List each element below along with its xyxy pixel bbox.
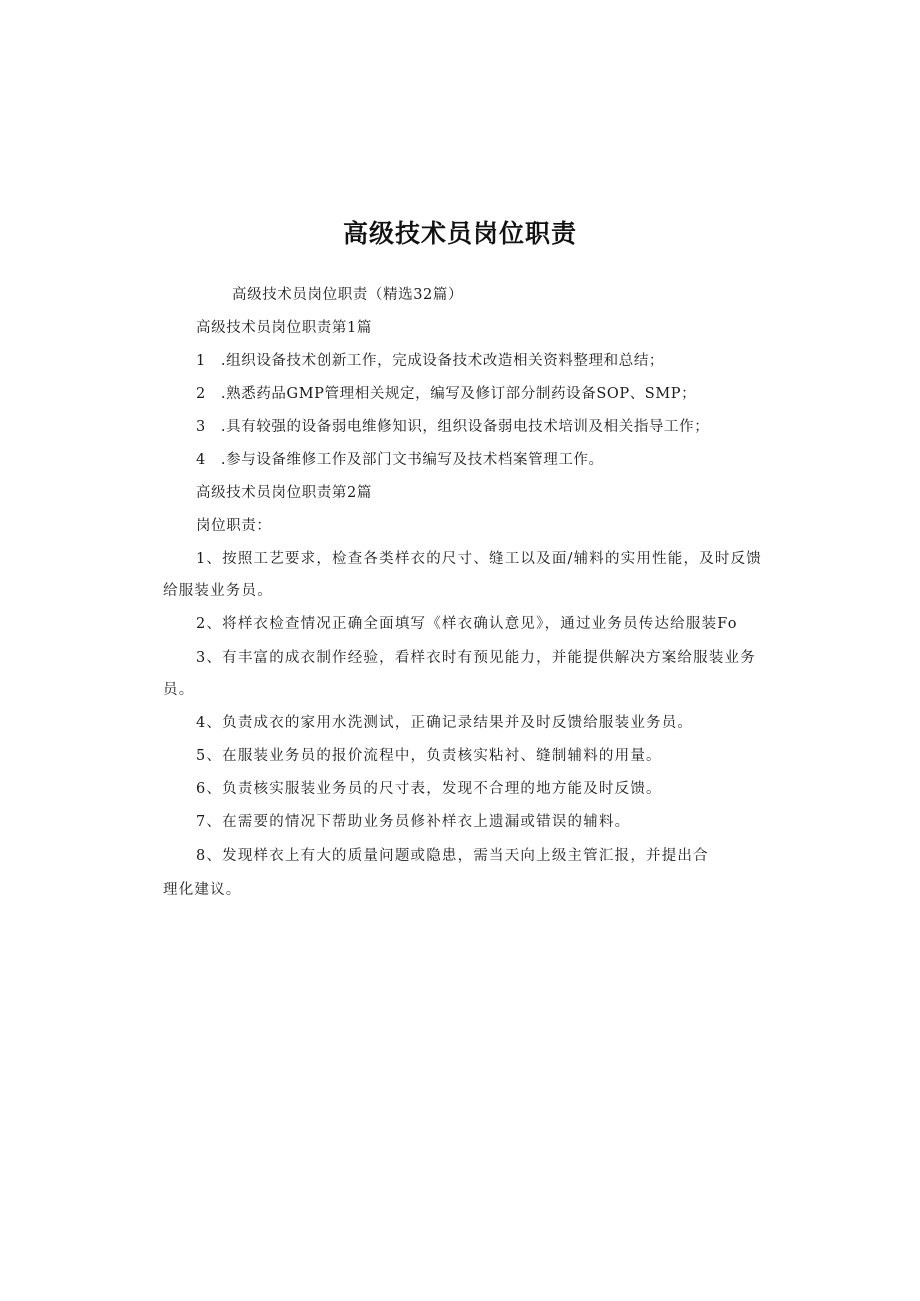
- section1-item-1: 1 .组织设备技术创新工作，完成设备技术改造相关资料整理和总结；: [196, 353, 665, 369]
- section1-heading: 高级技术员岗位职责第1篇: [196, 320, 372, 336]
- document-subtitle: 高级技术员岗位职责（精选32篇）: [232, 287, 464, 303]
- section1-item-4: 4 .参与设备维修工作及部门文书编写及技术档案管理工作。: [196, 452, 604, 468]
- section1-item-2: 2 .熟悉药品GMP管理相关规定，编写及修订部分制药设备SOP、SMP；: [196, 386, 697, 402]
- section2-item-7: 7、在需要的情况下帮助业务员修补样衣上遗漏或错误的辅料。: [196, 814, 631, 830]
- section2-label: 岗位职责：: [196, 518, 272, 534]
- section2-item-1-cont: 给服装业务员。: [163, 583, 273, 599]
- section2-item-5: 5、在服装业务员的报价流程中，负责核实粘衬、缝制辅料的用量。: [196, 748, 662, 764]
- section2-item-3: 3、有丰富的成衣制作经验，看样衣时有预见能力，并能提供解决方案给服装业务: [196, 650, 756, 666]
- section2-item-1: 1、按照工艺要求，检查各类样衣的尺寸、缝工以及面/辅料的实用性能，及时反馈: [196, 551, 763, 567]
- section2-heading: 高级技术员岗位职责第2篇: [196, 485, 372, 501]
- section2-item-6: 6、负责核实服装业务员的尺寸表，发现不合理的地方能及时反馈。: [196, 781, 662, 797]
- section2-item-8: 8、发现样衣上有大的质量问题或隐患，需当天向上级主管汇报，并提出合: [196, 848, 709, 864]
- section1-item-3: 3 .具有较强的设备弱电维修知识，组织设备弱电技术培训及相关指导工作；: [196, 419, 710, 435]
- section2-item-8-cont: 理化建议。: [163, 882, 242, 898]
- section2-item-3-cont: 员。: [163, 682, 195, 698]
- section2-item-4: 4、负责成衣的家用水洗测试，正确记录结果并及时反馈给服装业务员。: [196, 715, 694, 731]
- document-title: 高级技术员岗位职责: [342, 219, 577, 248]
- section2-item-2: 2、将样衣检查情况正确全面填写《样衣确认意见》，通过业务员传达给服装Fo: [196, 616, 738, 632]
